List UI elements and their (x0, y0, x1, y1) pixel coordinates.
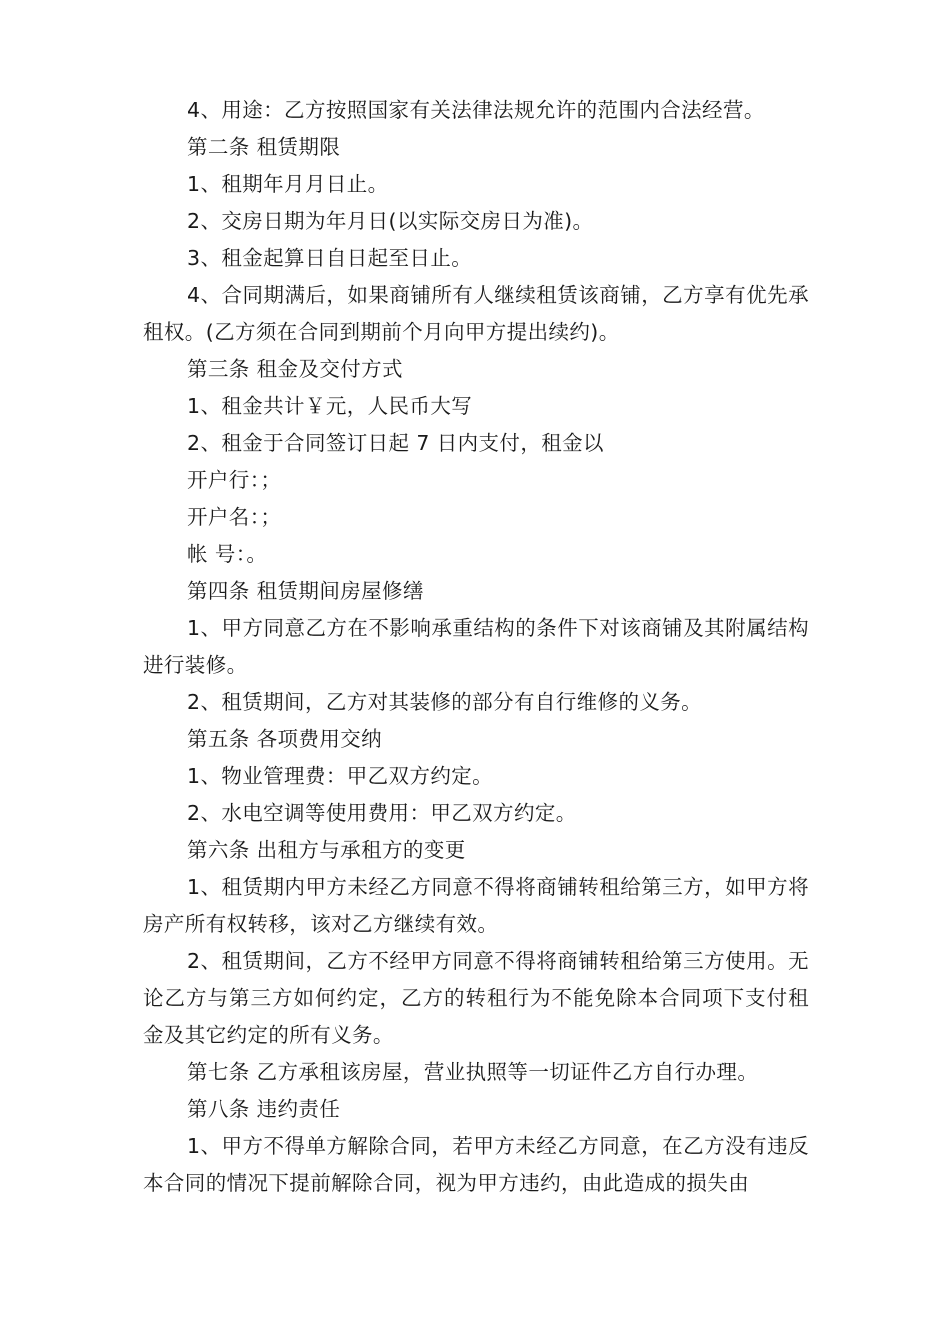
article-4-item-2: 2、租赁期间，乙方对其装修的部分有自行维修的义务。 (187, 690, 703, 714)
article-6-heading: 第六条 出租方与承租方的变更 (187, 838, 466, 862)
bank-name-line: 开户行：； (187, 468, 282, 492)
article-3-item-2: 2、租金于合同签订日起 7 日内支付，租金以 (187, 431, 604, 455)
account-name-line: 开户名：； (187, 505, 282, 529)
article-2-item-3: 3、租金起算日自日起至日止。 (187, 246, 473, 270)
document-body (143, 92, 809, 1202)
article-5-item-1: 1、物业管理费：甲乙双方约定。 (187, 764, 494, 788)
article-5-item-2: 2、水电空调等使用费用：甲乙双方约定。 (187, 801, 577, 825)
article-2-item-2: 2、交房日期为年月日(以实际交房日为准)。 (187, 209, 594, 233)
article-3-heading: 第三条 租金及交付方式 (187, 357, 403, 381)
article-6-item-1: 1、租赁期内甲方未经乙方同意不得将商铺转租给第三方，如甲方将房产所有权转移，该对乙方继续有效。 (143, 875, 809, 936)
article-4-heading: 第四条 租赁期间房屋修缮 (187, 579, 424, 603)
account-number-line: 帐 号：。 (187, 542, 268, 566)
article-8-heading: 第八条 违约责任 (187, 1097, 341, 1121)
article-3-item-1: 1、租金共计￥元，人民币大写 (187, 394, 473, 418)
article-2-heading: 第二条 租赁期限 (187, 135, 341, 159)
clause-use: 4、用途：乙方按照国家有关法律法规允许的范围内合法经营。 (187, 98, 765, 122)
article-8-item-1: 1、甲方不得单方解除合同，若甲方未经乙方同意，在乙方没有违反本合同的情况下提前解除合同，视为甲方违约，由此造成的损失由 (143, 1134, 809, 1195)
article-6-item-2: 2、租赁期间，乙方不经甲方同意不得将商铺转租给第三方使用。无论乙方与第三方如何约定，乙方的转租行为不能免除本合同项下支付租金及其它约定的所有义务。 (143, 949, 809, 1047)
article-7: 第七条 乙方承租该房屋，营业执照等一切证件乙方自行办理。 (187, 1060, 759, 1084)
article-5-heading: 第五条 各项费用交纳 (187, 727, 383, 751)
article-2-item-1: 1、租期年月月日止。 (187, 172, 389, 196)
article-4-item-1: 1、甲方同意乙方在不影响承重结构的条件下对该商铺及其附属结构进行装修。 (143, 616, 809, 677)
article-2-item-4: 4、合同期满后，如果商铺所有人继续租赁该商铺，乙方享有优先承租权。(乙方须在合同到期前个月向甲方提出续约)。 (143, 283, 809, 344)
